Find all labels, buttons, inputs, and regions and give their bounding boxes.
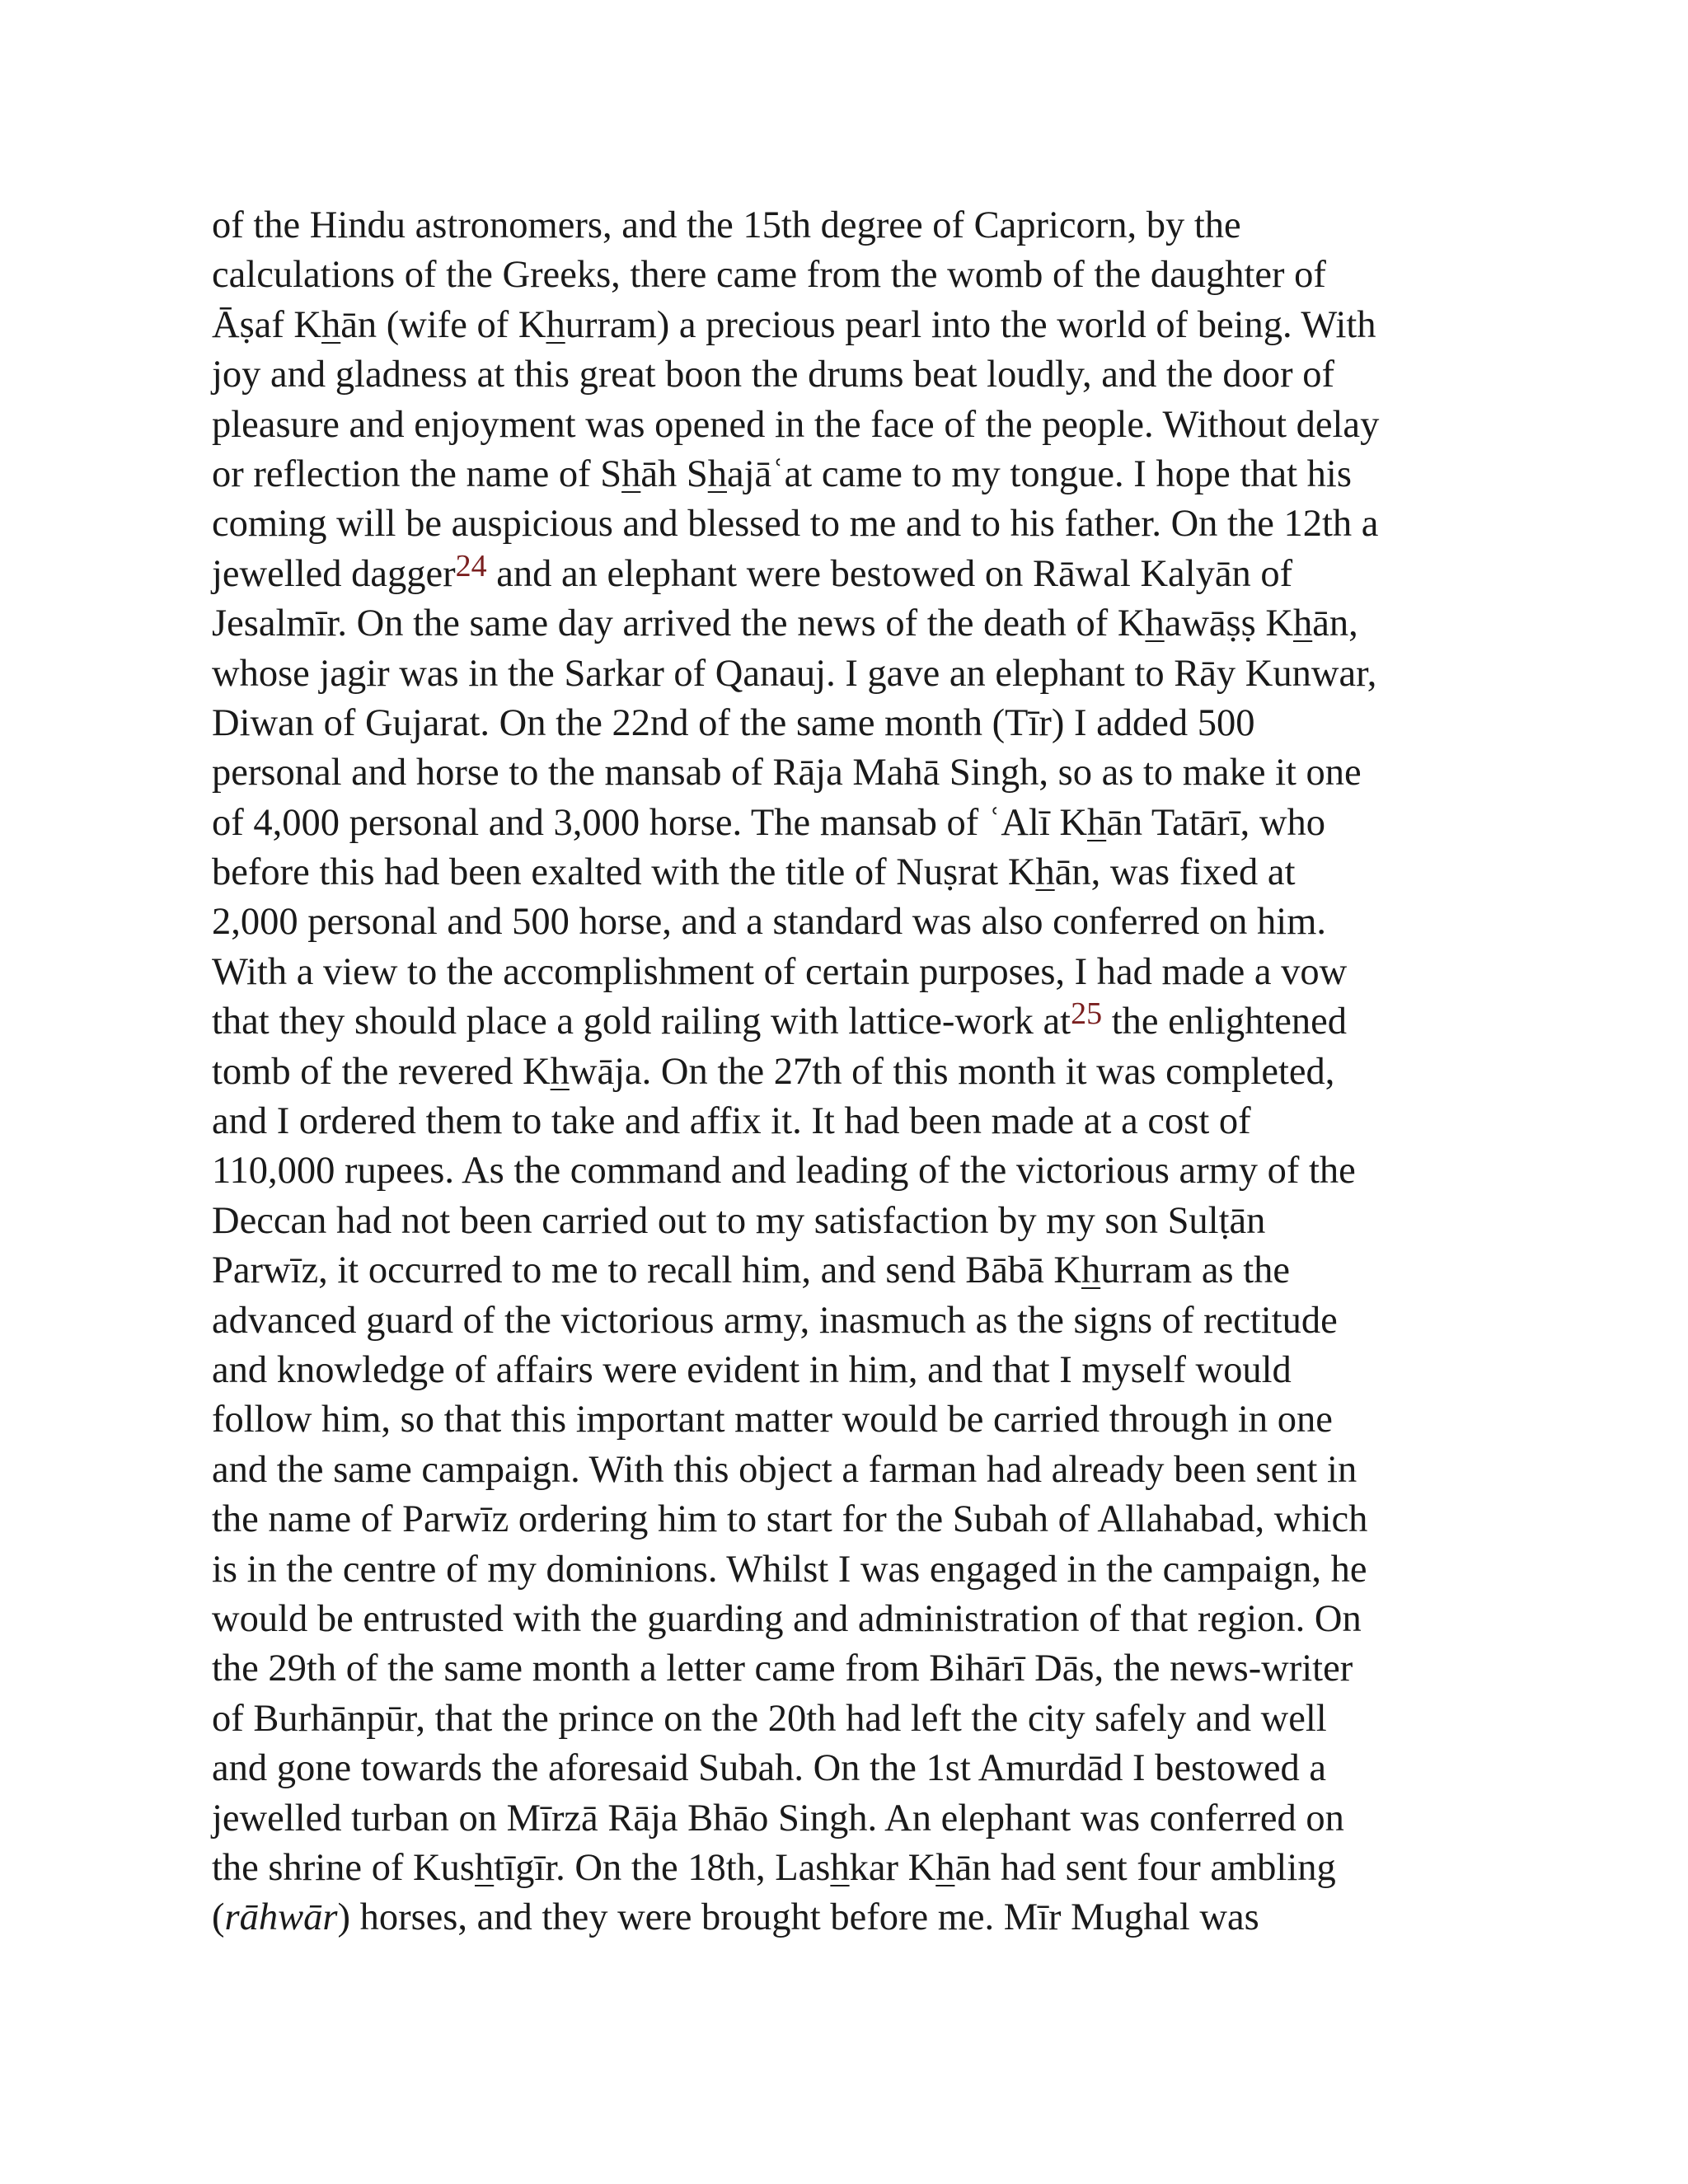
transliteration-mark: h (1145, 602, 1165, 645)
text-line (212, 1197, 1498, 1246)
text-segment: of 4,000 personal and 3,000 horse. The mansab of ʿAlī K (212, 801, 1087, 844)
text-line (212, 1146, 1498, 1196)
text-line (212, 1346, 1498, 1395)
text-segment: Jesalmīr. On the same day arrived the news of the death of K (212, 602, 1146, 645)
italic-term: rāhwār (224, 1896, 338, 1939)
text-segment: Āṣaf K (212, 303, 322, 346)
text-segment: ān had sent four ambling (954, 1846, 1336, 1889)
text-segment: urram) a precious pearl into the world of being. With (565, 303, 1376, 346)
text-segment: ) horses, and they were brought before me. Mīr Mughal was (337, 1896, 1259, 1939)
text-segment: joy and gladness at this great boon the drums beat loudly, and the door of (212, 354, 1334, 396)
text-segment: 110,000 rupees. As the command and leading of the victorious army of the (212, 1150, 1356, 1193)
text-line (212, 401, 1498, 450)
text-segment: Deccan had not been carried out to my satisfaction by my son Sulṭān (212, 1199, 1266, 1242)
text-line (212, 649, 1498, 699)
text-segment: advanced guard of the victorious army, inasmuch as the signs of rectitude (212, 1299, 1338, 1342)
text-line (212, 1246, 1498, 1296)
text-line (212, 1296, 1498, 1346)
text-segment: ān, (1312, 602, 1358, 645)
text-line (212, 350, 1498, 400)
text-segment: awāṣṣ K (1164, 602, 1293, 645)
text-segment: and the same campaign. With this object a farman had already been sent in (212, 1448, 1357, 1491)
text-segment: tomb of the revered K (212, 1050, 551, 1093)
text-line (212, 1495, 1498, 1544)
transliteration-mark: h (1086, 801, 1107, 844)
transliteration-mark: h (935, 1846, 955, 1889)
text-segment: āh S (640, 452, 708, 495)
text-line (212, 1047, 1498, 1097)
text-line (212, 997, 1498, 1047)
transliteration-mark: h (830, 1846, 850, 1889)
body-text (212, 201, 1498, 1943)
transliteration-mark: h (1081, 1249, 1101, 1292)
text-segment: personal and horse to the mansab of Rāja Mahā Singh, so as to make it one (212, 752, 1362, 794)
text-segment: ān Tatārī, who (1106, 801, 1325, 844)
text-segment: ( (212, 1896, 225, 1939)
text-segment: Parwīz, it occurred to me to recall him, and send Bābā K (212, 1249, 1081, 1292)
transliteration-mark: h (1292, 602, 1313, 645)
text-segment: Diwan of Gujarat. On the 22nd of the same month (Tīr) I added 500 (212, 701, 1255, 744)
text-line (212, 550, 1498, 599)
text-segment: calculations of the Greeks, there came from the womb of the daughter of (212, 254, 1326, 297)
text-line (212, 848, 1498, 898)
text-segment: and an elephant were bestowed on Rāwal Kalyān of (486, 552, 1293, 595)
text-line (212, 799, 1498, 848)
footnote-ref-link[interactable]: 24 (455, 548, 487, 583)
text-line (212, 1644, 1498, 1694)
text-line (212, 1744, 1498, 1793)
text-segment: or reflection the name of S (212, 452, 622, 495)
text-segment: kar K (849, 1846, 936, 1889)
text-segment: the enlightened (1102, 1001, 1348, 1043)
text-line (212, 699, 1498, 748)
text-segment: ān, was fixed at (1054, 851, 1296, 894)
text-segment: ajāʿat came to my tongue. I hope that his (726, 452, 1352, 495)
text-segment: 2,000 personal and 500 horse, and a standard was also conferred on him. (212, 901, 1326, 944)
transliteration-mark: h (621, 452, 641, 495)
text-line (212, 1395, 1498, 1445)
text-segment: of the Hindu astronomers, and the 15th degree of Capricorn, by the (212, 204, 1241, 246)
text-segment: whose jagir was in the Sarkar of Qanauj. I gave an elephant to Rāy Kunwar, (212, 652, 1377, 695)
transliteration-mark: h (321, 303, 341, 346)
text-line (212, 898, 1498, 947)
text-line (212, 1595, 1498, 1644)
text-segment: the name of Parwīz ordering him to start for the Subah of Allahabad, which (212, 1498, 1368, 1541)
text-segment: the shrine of Kus (212, 1846, 475, 1889)
transliteration-mark: h (546, 303, 565, 346)
text-line (212, 1794, 1498, 1844)
text-segment: would be entrusted with the guarding and administration of that region. On (212, 1597, 1362, 1640)
text-segment: and knowledge of affairs were evident in him, and that I myself would (212, 1348, 1292, 1391)
text-line (212, 748, 1498, 798)
text-segment: and gone towards the aforesaid Subah. On the 1st Amurdād I bestowed a (212, 1747, 1327, 1790)
text-segment: is in the centre of my dominions. Whilst I was engaged in the campaign, he (212, 1548, 1367, 1591)
text-segment: tīgīr. On the 18th, Las (494, 1846, 831, 1889)
text-segment: and I ordered them to take and affix it. It had been made at a cost of (212, 1100, 1251, 1143)
text-segment: wāja. On the 27th of this month it was completed, (569, 1050, 1335, 1093)
text-segment: coming will be auspicious and blessed to me and to his father. On the 12th a (212, 503, 1379, 546)
text-line (212, 1844, 1498, 1893)
text-segment: before this had been exalted with the title of Nuṣrat K (212, 851, 1036, 894)
text-segment: jewelled dagger (212, 552, 456, 595)
text-line (212, 301, 1498, 350)
transliteration-mark: h (474, 1846, 495, 1889)
text-line (212, 450, 1498, 499)
text-segment: pleasure and enjoyment was opened in the face of the people. Without delay (212, 403, 1380, 446)
text-line (212, 599, 1498, 649)
text-line (212, 1097, 1498, 1146)
text-line (212, 499, 1498, 549)
text-segment: With a view to the accomplishment of certain purposes, I had made a vow (212, 950, 1348, 993)
transliteration-mark: h (707, 452, 727, 495)
text-line (212, 948, 1498, 997)
text-segment: ān (wife of K (340, 303, 546, 346)
text-segment: urram as the (1100, 1249, 1291, 1292)
text-line (212, 251, 1498, 300)
footnote-ref-link[interactable]: 25 (1071, 996, 1103, 1032)
text-segment: jewelled turban on Mīrzā Rāja Bhāo Singh. An elephant was conferred on (212, 1797, 1344, 1840)
text-segment: that they should place a gold railing with lattice-work at (212, 1001, 1071, 1043)
text-segment: follow him, so that this important matter would be carried through in one (212, 1399, 1333, 1441)
text-line (212, 1694, 1498, 1744)
text-line (212, 201, 1498, 251)
text-line (212, 1545, 1498, 1595)
transliteration-mark: h (550, 1050, 570, 1093)
text-segment: the 29th of the same month a letter came from Bihārī Dās, the news-writer (212, 1647, 1353, 1690)
transliteration-mark: h (1035, 851, 1055, 894)
text-line (212, 1893, 1498, 1943)
text-line (212, 1446, 1498, 1495)
text-segment: of Burhānpūr, that the prince on the 20th had left the city safely and well (212, 1697, 1327, 1740)
